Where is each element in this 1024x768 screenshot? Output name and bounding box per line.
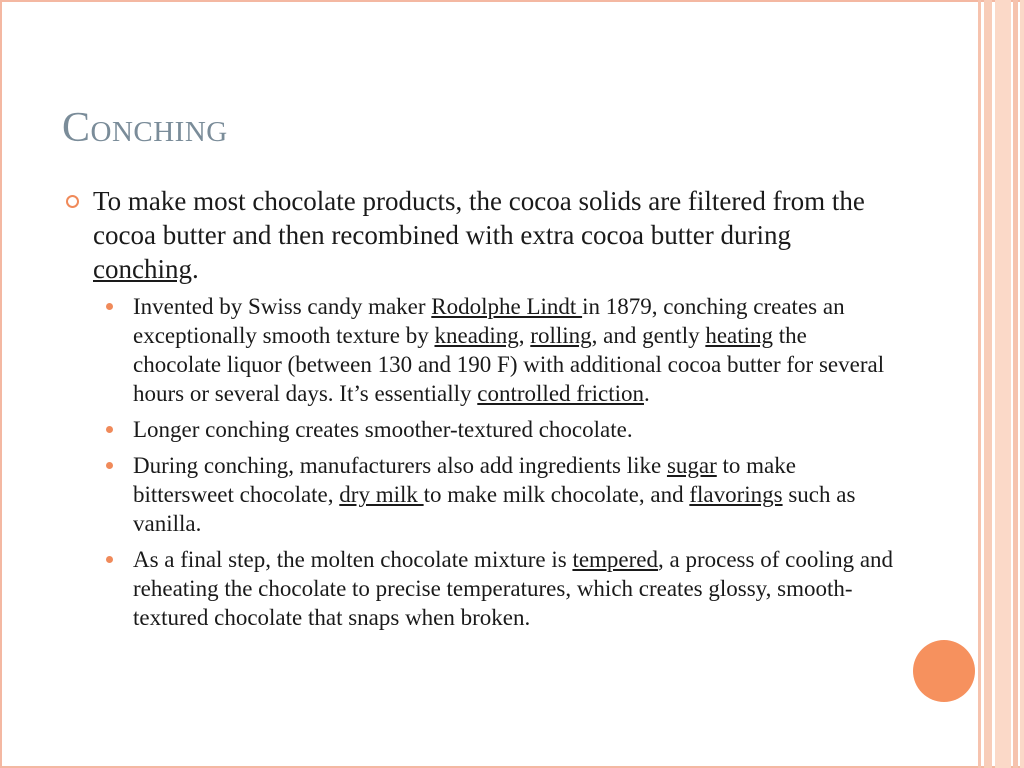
slide-border-top <box>0 0 1024 2</box>
bullet-dot-icon <box>106 462 113 469</box>
link-controlled-friction[interactable]: controlled friction <box>477 381 644 406</box>
sub-bullet-text: , <box>518 323 531 348</box>
decorative-stripe <box>995 0 1011 768</box>
main-bullet-text: To make most chocolate products, the cocoa solids are filtered from the cocoa butter and then recombined with extra cocoa butter during <box>93 186 865 250</box>
bullet-ring-icon <box>66 195 79 208</box>
sub-bullet-text: Longer conching creates smoother-textured chocolate. <box>133 417 633 442</box>
sub-bullet-text: Invented by Swiss candy maker <box>133 294 432 319</box>
sub-bullet-text: in 1879, conching creates an exceptionally smooth texture by <box>133 294 845 348</box>
sub-bullet-text: the chocolate liquor (between 130 and 190 F) with additional cocoa butter for several hours or several days. It’s essentially <box>133 323 885 406</box>
decorative-stripe <box>1020 0 1024 768</box>
slide-title: Conching <box>62 105 228 151</box>
link-flavorings[interactable]: flavorings <box>689 482 783 507</box>
link-rolling[interactable]: rolling <box>530 323 592 348</box>
main-bullet <box>64 184 894 286</box>
link-heating[interactable]: heating <box>705 323 774 348</box>
bullet-dot-icon <box>106 556 113 563</box>
sub-bullet-ingredients <box>64 451 894 538</box>
decorative-circle <box>913 640 975 702</box>
link-sugar[interactable]: sugar <box>666 453 717 478</box>
decorative-stripe <box>978 0 981 768</box>
link-kneading[interactable]: kneading <box>434 323 519 348</box>
sub-bullet-text: such as vanilla. <box>133 482 856 536</box>
sub-bullet-text: As a final step, the molten chocolate mixture is <box>133 547 573 572</box>
sub-bullet-text: to make milk chocolate, and <box>423 482 690 507</box>
main-bullet-text-end: . <box>191 254 199 284</box>
slide-body <box>64 184 894 639</box>
sub-bullet-text: During conching, manufacturers also add ingredients like <box>133 453 667 478</box>
bullet-dot-icon <box>106 426 113 433</box>
link-conching[interactable]: conching <box>93 254 192 284</box>
sub-bullet-lindt <box>64 292 894 408</box>
link-tempered[interactable]: tempered <box>572 547 659 572</box>
decorative-stripe <box>1013 0 1018 768</box>
sub-bullet-text: , a process of cooling and reheating the chocolate to precise temperatures, which creates glossy, smooth-textured chocolate that snaps when broken. <box>133 547 894 630</box>
sub-bullet-list <box>64 292 894 632</box>
sub-bullet-text: , and gently <box>591 323 706 348</box>
slide-border-left <box>0 0 2 768</box>
sub-bullet-text: . <box>643 381 650 406</box>
link-dry-milk[interactable]: dry milk <box>339 482 424 507</box>
bullet-dot-icon <box>106 303 113 310</box>
sub-bullet-tempered <box>64 545 894 632</box>
decorative-stripe <box>984 0 992 768</box>
sub-bullet-text: to make bittersweet chocolate, <box>133 453 796 507</box>
sub-bullet-longer-conching <box>64 415 894 444</box>
link-rodolphe-lindt[interactable]: Rodolphe Lindt <box>431 294 583 319</box>
